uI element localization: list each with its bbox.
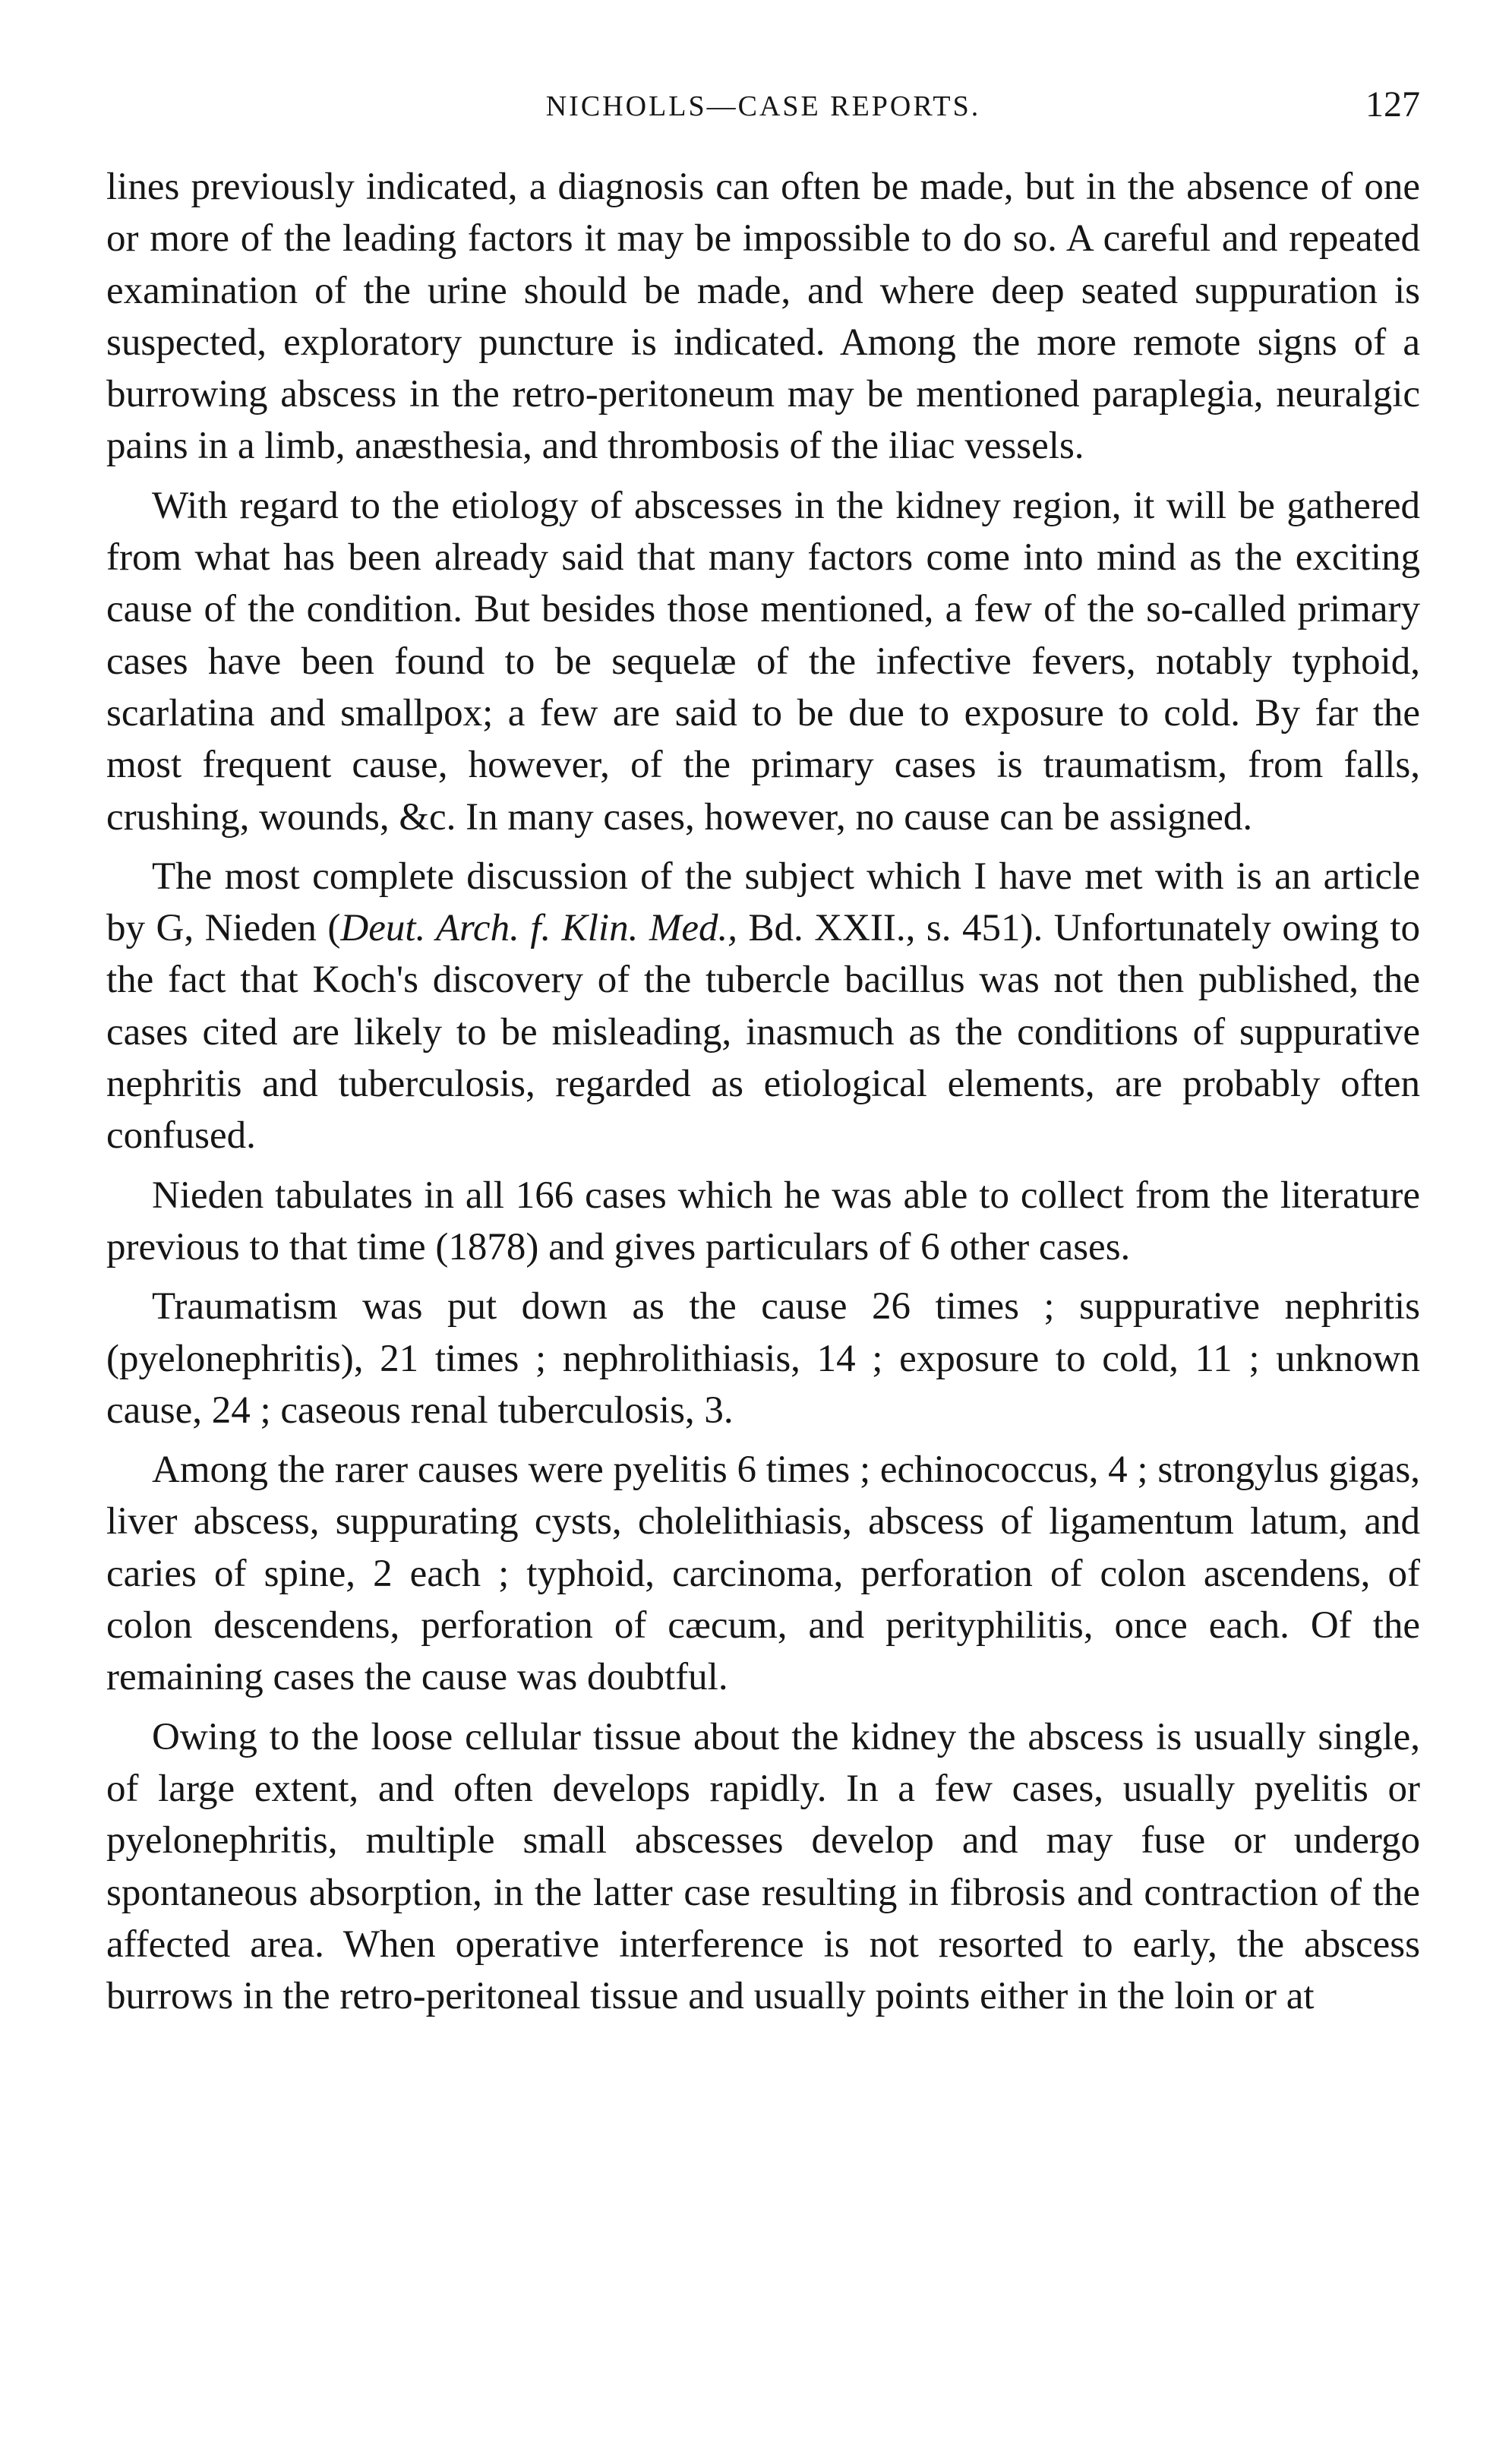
document-page — [106, 73, 1420, 2022]
paragraph-text-before-citation: The most complete discussion of the subject which I have met with is an article by G, Nieden ( — [106, 855, 1420, 950]
paragraph-nieden-tabulation: Nieden tabulates in all 166 cases which he was able to collect from the literature previous to that time (1878) and gives particulars of 6 other cases. — [106, 1174, 1420, 1268]
paragraph-nieden-article — [106, 851, 1420, 1162]
paragraph-diagnosis-continued: lines previously indicated, a diagnosis can often be made, but in the absence of one or more of the leading factors it may be impossible to do so. A careful and repeated examination of the urine should be made, and where deep seated suppuration is suspected, exploratory puncture is indicated. Among the more remote signs of a burrowing abscess in the retro-peritoneum may be mentioned paraplegia, neuralgic pains in a limb, anæsthesia, and thrombosis of the iliac vessels. — [106, 166, 1420, 468]
running-head: NICHOLLS—CASE REPORTS. — [545, 90, 981, 122]
journal-citation: Deut. Arch. f. Klin. Med., — [340, 907, 737, 950]
page-number: 127 — [1365, 84, 1420, 125]
body-text — [106, 161, 1420, 2022]
paragraph-cause-counts: Traumatism was put down as the cause 26 times ; suppurative nephritis (pyelonephritis), 21 times ; nephrolithiasis, 14 ; exposure to cold, 11 ; unknown cause, 24 ; caseous renal tuberculosis, 3. — [106, 1285, 1420, 1432]
paragraph-abscess-course: Owing to the loose cellular tissue about the kidney the abscess is usually single, of large extent, and often develops rapidly. In a few cases, usually pyelitis or pyelonephritis, multiple small abscesses develop and may fuse or undergo spontaneous absorption, in the latter case resulting in fibrosis and contraction of the affected area. When operative interference is not resorted to early, the abscess burrows in the retro-peritoneal tissue and usually points either in the loin or at — [106, 1715, 1420, 2018]
paragraph-text-after-citation: Bd. XXII., s. 451). Unfortunately owing to the fact that Koch's discovery of the tubercle bacillus was not then published, the cases cited are likely to be misleading, inasmuch as the conditions of suppurative nephritis and tuberculosis, regarded as etiological elements, are probably often confused. — [106, 907, 1420, 1158]
page-header — [106, 73, 1420, 141]
paragraph-etiology: With regard to the etiology of abscesses in the kidney region, it will be gathered from what has been already said that many factors come into mind as the exciting cause of the condition. But besides those mentioned, a few of the so-called primary cases have been found to be sequelæ of the infective fevers, notably typhoid, scarlatina and smallpox; a few are said to be due to exposure to cold. By far the most frequent cause, however, of the primary cases is traumatism, from falls, crushing, wounds, &c. In many cases, however, no cause can be assigned. — [106, 484, 1420, 839]
paragraph-rarer-causes: Among the rarer causes were pyelitis 6 times ; echinococcus, 4 ; strongylus gigas, liver abscess, suppurating cysts, cholelithiasis, abscess of ligamentum latum, and caries of spine, 2 each ; typhoid, carcinoma, perforation of colon ascendens, of colon descendens, perforation of cæcum, and perityphilitis, once each. Of the remaining cases the cause was doubtful. — [106, 1449, 1420, 1699]
